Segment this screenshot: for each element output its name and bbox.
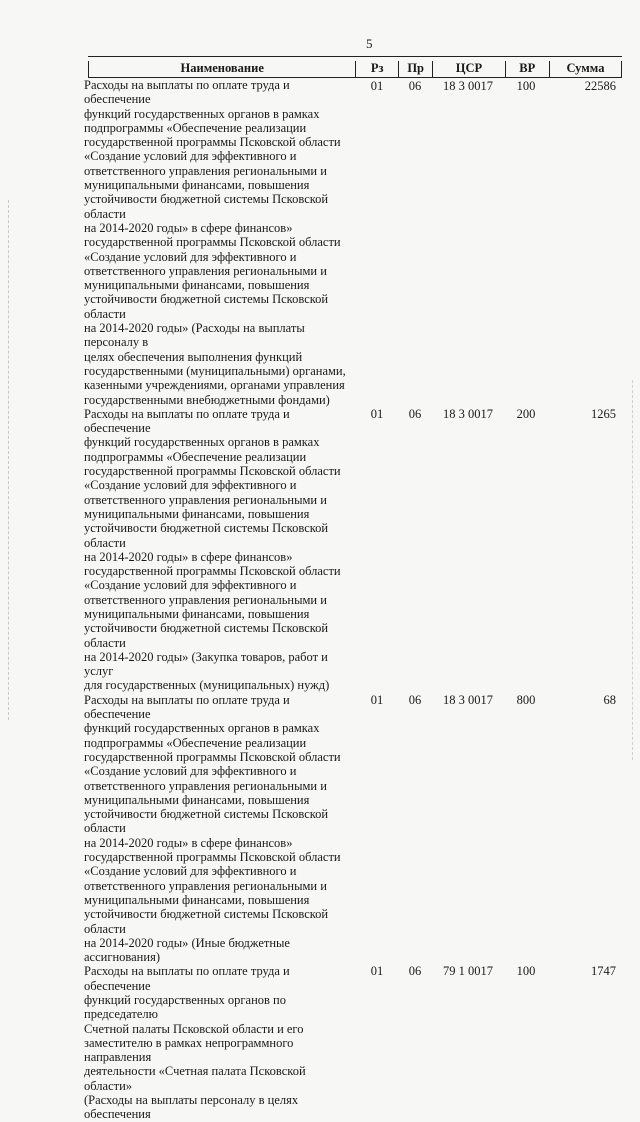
row-name: Расходы на выплаты по оплате труда и обеспечение функций государственных органов в рамках подпрограммы «Обеспечение реализации государственной программы Псковской области «Создание условий для эффективного и ответственного управления региональными и муниципальными финансами, повышения устойчивости бюджетной системы Псковской области на 2014-2020 годы» в сфере финансов» государственной программы Псковской области «Создание условий для эффективного и ответственного управления региональными и муниципальными финансами, повышения устойчивости бюджетной системы Псковской области на 2014-2020 годы» (Расходы на выплаты персоналу в целях обеспечения выполнения функций государственными (муниципальными) органами, казенными учреждениями, органами управления государственными внебюджетными фондами) xyxy=(84,78,346,407)
row-vr: 800 xyxy=(516,692,536,707)
header-sum: Сумма xyxy=(549,61,622,77)
row-csr: 18 3 0017 xyxy=(443,79,493,93)
row-pr: 06 xyxy=(408,692,422,707)
scan-edge-mark-right xyxy=(632,380,634,760)
row-pr: 06 xyxy=(408,964,422,979)
row-name: Расходы на выплаты по оплате труда и обеспечение функций государственных органов по председателю Счетной палаты Псковской области и его заместителю в рамках непрограммного направления деятельности «Счетная палата Псковской области» (Расходы на выплаты персоналу в целях обеспечения xyxy=(84,964,306,1122)
row-rz: 01 xyxy=(370,406,384,421)
row-csr: 18 3 0017 xyxy=(443,406,493,421)
table-row xyxy=(84,406,622,693)
header-vr: ВР xyxy=(505,61,549,77)
table-row xyxy=(84,78,622,407)
header-csr: ЦСР xyxy=(432,61,504,77)
row-name: Расходы на выплаты по оплате труда и обеспечение функций государственных органов в рамках подпрограммы «Обеспечение реализации государственной программы Псковской области «Создание условий для эффективного и ответственного управления региональными и муниципальными финансами, повышения устойчивости бюджетной системы Псковской области на 2014-2020 годы» в сфере финансов» государственной программы Псковской области «Создание условий для эффективного и ответственного управления региональными и муниципальными финансами, повышения устойчивости бюджетной системы Псковской области на 2014-2020 годы» (Иные бюджетные ассигнования) xyxy=(84,692,341,965)
row-vr: 200 xyxy=(516,406,536,421)
row-sum: 68 xyxy=(603,692,616,707)
budget-table xyxy=(84,56,622,1122)
row-vr: 100 xyxy=(516,79,536,93)
row-sum: 1265 xyxy=(591,406,616,421)
table-row xyxy=(84,964,622,1122)
table-row xyxy=(84,692,622,965)
row-rz: 01 xyxy=(370,692,384,707)
page-number: 5 xyxy=(366,36,373,51)
header-rz: Рз xyxy=(355,61,397,77)
row-rz: 01 xyxy=(370,79,384,93)
row-csr: 18 3 0017 xyxy=(443,692,493,707)
row-pr: 06 xyxy=(408,406,422,421)
row-rz: 01 xyxy=(370,964,384,979)
row-name: Расходы на выплаты по оплате труда и обеспечение функций государственных органов в рамках подпрограммы «Обеспечение реализации государственной программы Псковской области «Создание условий для эффективного и ответственного управления региональными и муниципальными финансами, повышения устойчивости бюджетной системы Псковской области на 2014-2020 годы» в сфере финансов» государственной программы Псковской области «Создание условий для эффективного и ответственного управления региональными и муниципальными финансами, повышения устойчивости бюджетной системы Псковской области на 2014-2020 годы» (Закупка товаров, работ и услуг для государственных (муниципальных) нужд) xyxy=(84,406,341,693)
row-vr: 100 xyxy=(516,964,536,979)
table-header-row xyxy=(88,56,622,78)
row-pr: 06 xyxy=(408,79,422,93)
row-sum: 1747 xyxy=(591,964,616,979)
scan-edge-mark xyxy=(8,200,10,720)
row-sum: 22586 xyxy=(584,79,616,93)
header-pr: Пр xyxy=(398,61,433,77)
row-csr: 79 1 0017 xyxy=(443,964,493,979)
header-name: Наименование xyxy=(88,61,355,77)
